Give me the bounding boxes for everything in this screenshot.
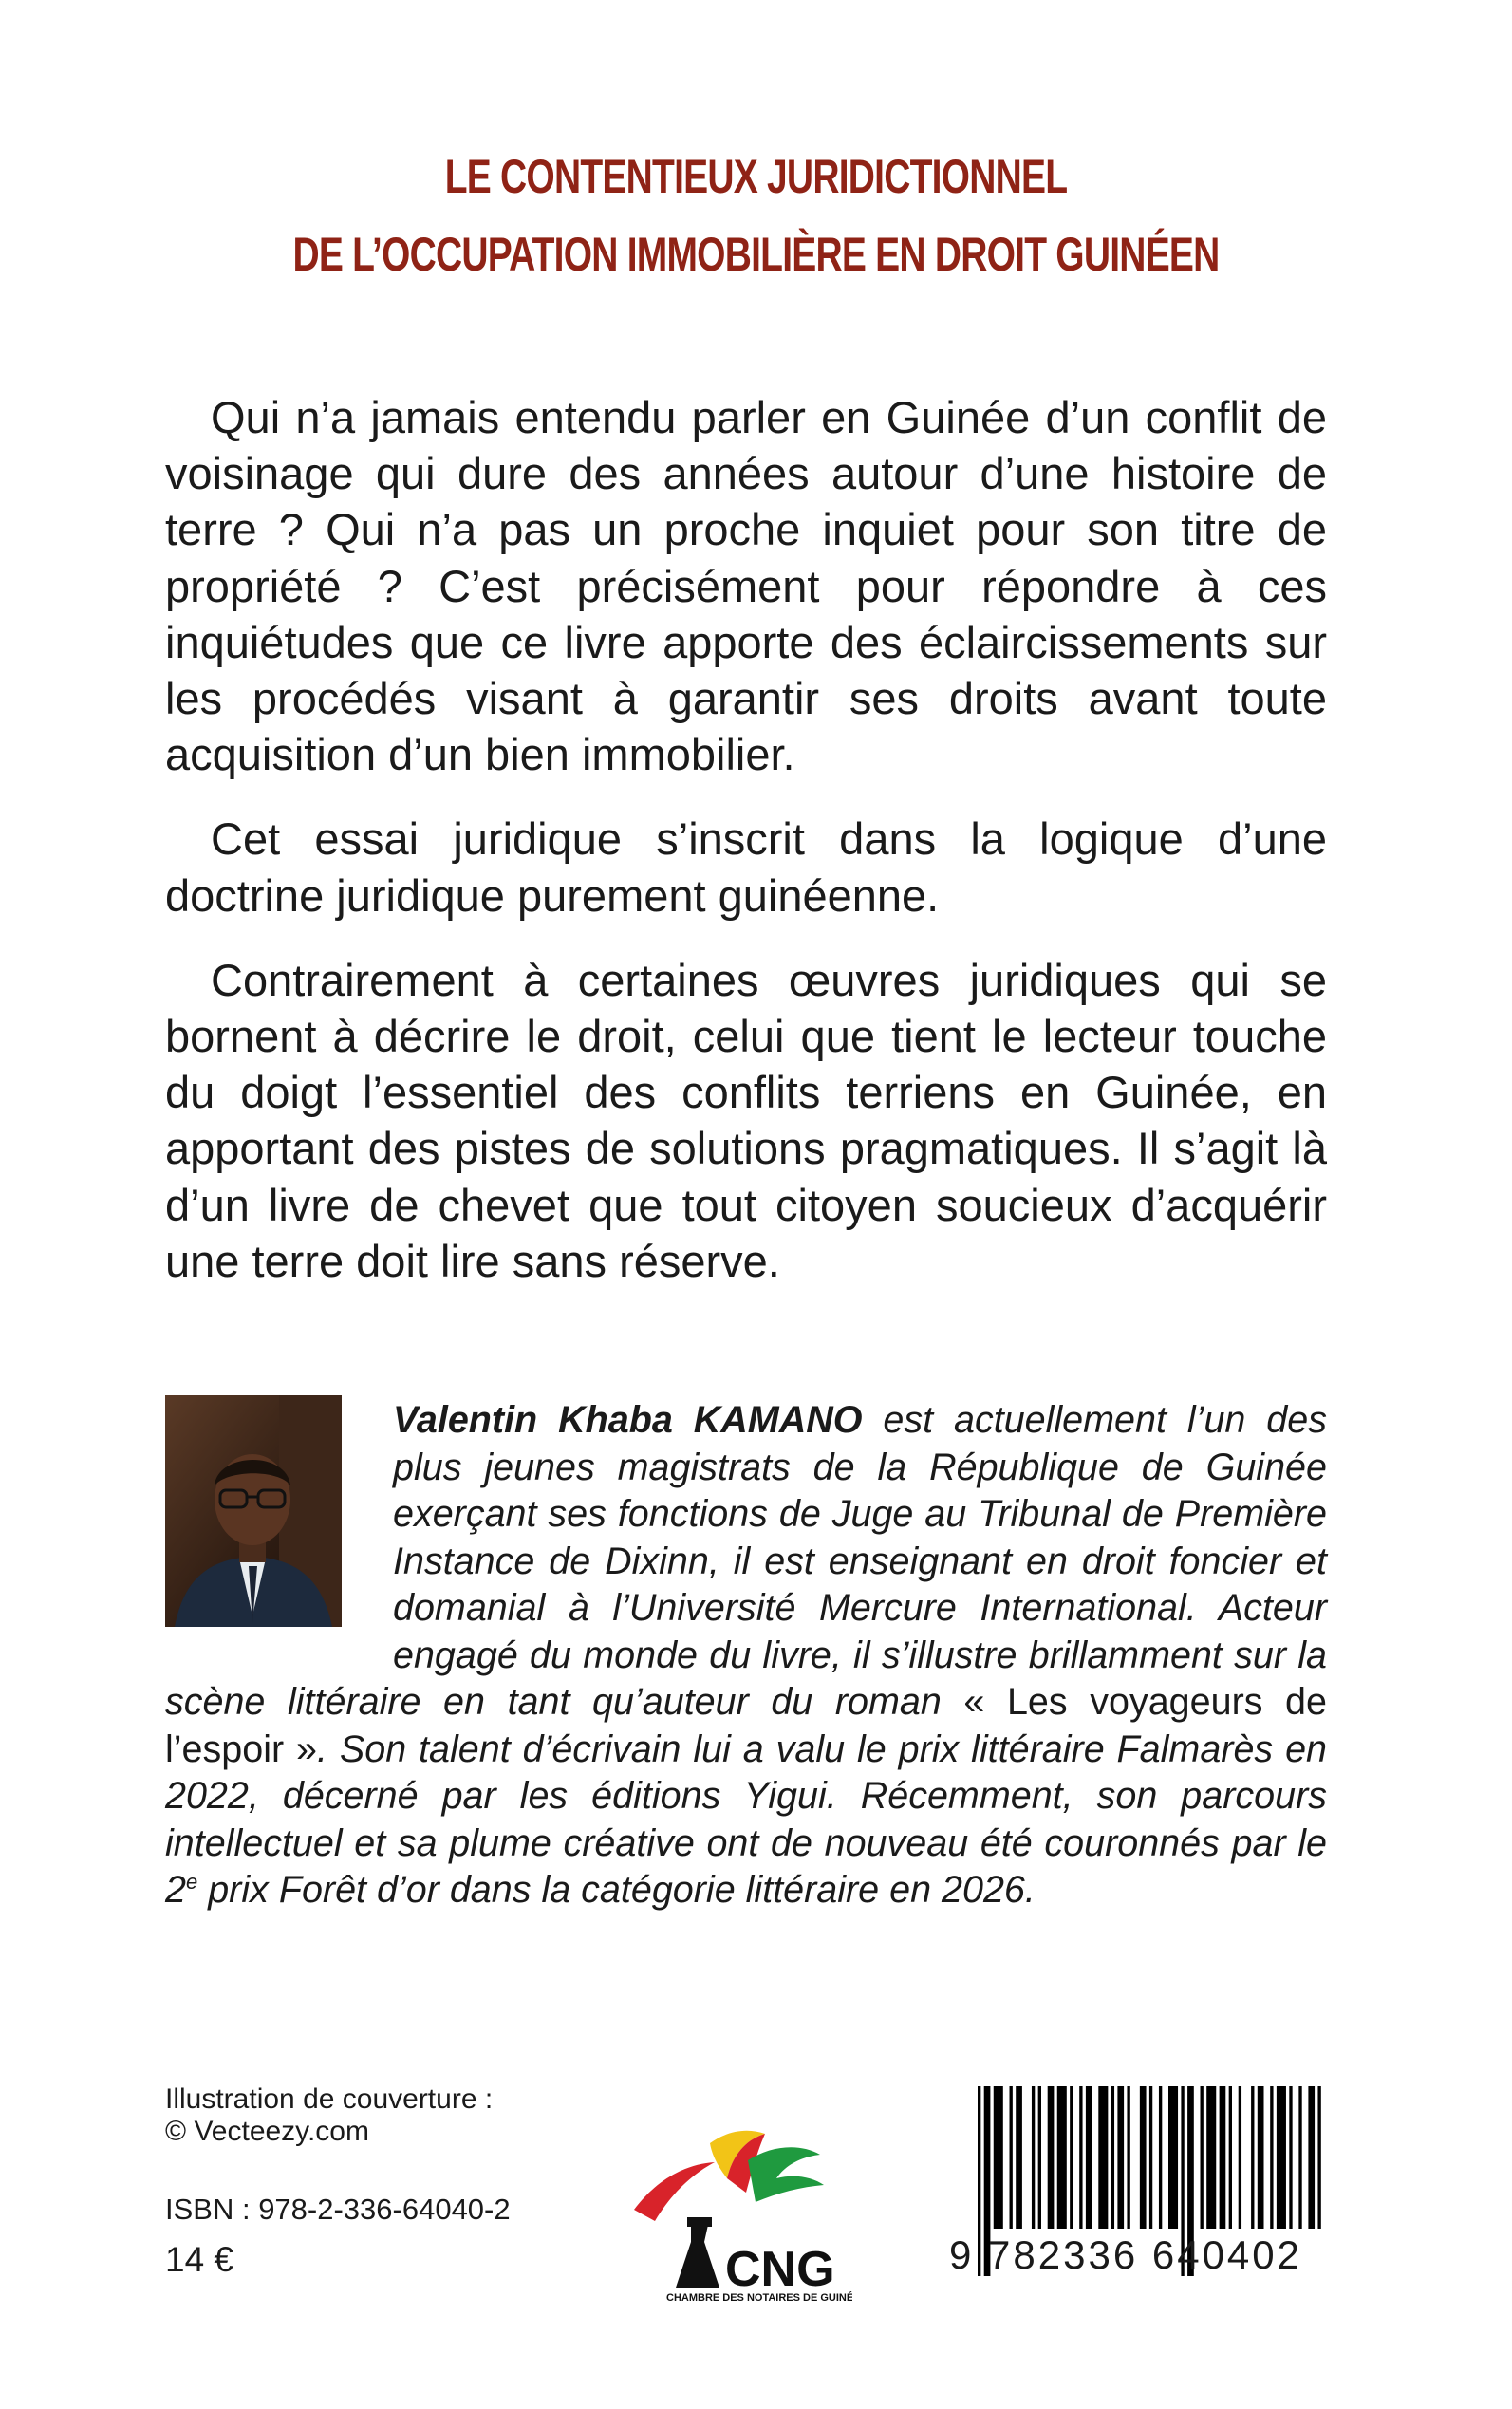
barcode-bar — [1270, 2086, 1273, 2229]
barcode-bar — [1016, 2086, 1022, 2229]
blurb-paragraph-2: Cet essai juridique s’inscrit dans la logique d’une doctrine juridique purement guinéenne. — [165, 813, 1327, 921]
barcode-bar — [1258, 2086, 1264, 2229]
title-line-2: DE L’OCCUPATION IMMOBILIÈRE EN DROIT GUINÉEN — [292, 228, 1220, 281]
author-bio — [165, 1397, 1327, 1914]
credit-line-2: © Vecteezy.com — [165, 2116, 369, 2147]
ordinal-superscript: e — [185, 1869, 198, 1894]
barcode-bar — [1159, 2086, 1162, 2229]
novel-title: « Les voyageurs de l’espoir » — [165, 1681, 1327, 1770]
barcode-bar — [1038, 2086, 1041, 2229]
barcode-bar — [1149, 2086, 1152, 2229]
publisher-logo-icon — [634, 2126, 852, 2302]
barcode-bar — [1032, 2086, 1035, 2229]
barcode-bar — [1070, 2086, 1073, 2229]
isbn: ISBN : 978-2-336-64040-2 — [165, 2193, 511, 2226]
barcode-bar — [1057, 2086, 1067, 2229]
barcode-bar — [1086, 2086, 1092, 2229]
barcode-bar — [1168, 2086, 1178, 2229]
barcode-bar — [1239, 2086, 1241, 2229]
logo-text: CNG — [725, 2242, 835, 2297]
barcode-bar — [1127, 2086, 1129, 2229]
bio-text-1: est actuellement l’un des plus jeunes magistrats de la République de Guinée exerçant ses fonctions de Juge au Tribunal de Première Instance de Dixinn, il est enseignant en droit foncier et domanial à l’Université Mercure International. Acteur engagé du monde du livre, il s’illustre brillamment sur la scène littéraire en tant qu’auteur du roman — [165, 1399, 1327, 1723]
barcode-bar — [1098, 2086, 1108, 2229]
illustration-credit — [165, 2083, 493, 2148]
barcode-bar — [1308, 2086, 1315, 2229]
barcode-bar — [1117, 2086, 1124, 2229]
author-name: Valentin Khaba KAMANO — [393, 1399, 863, 1441]
barcode-bar — [1010, 2086, 1013, 2229]
blurb-paragraph-1: Qui n’a jamais entendu parler en Guinée d’un conflit de voisinage qui dure des années autour d’une histoire de terre ? Qui n’a pas un proche inquiet pour son titre de propriété ? C’est précisément pour répondre à ces inquiétudes que ce livre apporte des éclaircissements sur les procédés visant à garantir ses droits avant toute acquisition d’un bien immobilier. — [165, 392, 1327, 780]
barcode-bar — [1229, 2086, 1232, 2229]
barcode-bar — [1201, 2086, 1204, 2229]
credit-line-1: Illustration de couverture : — [165, 2083, 494, 2115]
title-line-1: LE CONTENTIEUX JURIDICTIONNEL — [444, 150, 1068, 203]
barcode-bar — [1277, 2086, 1286, 2229]
back-cover-blurb — [165, 389, 1327, 1317]
barcode-bar — [1140, 2086, 1147, 2229]
barcode-bar — [1111, 2086, 1114, 2229]
cng-logo — [634, 2126, 852, 2302]
barcode-bar — [1048, 2086, 1055, 2229]
barcode-bar — [1298, 2086, 1301, 2229]
barcode-digits: 9 782336 640402 — [949, 2232, 1302, 2277]
barcode-bar — [1289, 2086, 1292, 2229]
barcode-bar — [1317, 2086, 1320, 2229]
barcode-bar — [994, 2086, 1003, 2229]
blurb-paragraph-3: Contrairement à certaines œuvres juridiques qui se bornent à décrire le droit, celui que tient le lecteur touche du doigt l’essentiel des conflits terriens en Guinée, en apportant des pistes de solutions pragmatiques. Il s’agit là d’un livre de chevet que tout citoyen soucieux d’acquérir une terre doit lire sans réserve. — [165, 954, 1327, 1286]
bio-text-3: prix Forêt d’or dans la catégorie littéraire en 2026. — [197, 1869, 1036, 1911]
price: 14 € — [165, 2240, 234, 2279]
barcode-bar — [1251, 2086, 1254, 2229]
barcode-bar — [1220, 2086, 1226, 2229]
book-title — [166, 138, 1346, 293]
barcode-bar — [1206, 2086, 1216, 2229]
barcode-bar — [1079, 2086, 1082, 2229]
bio-text-2: . Son talent d’écrivain lui a valu le prix littéraire Falmarès en 2022, décerné par les éditions Yigui. Récemment, son parcours intellectuel et sa plume créative ont de nouveau été couronnés par le 2 — [165, 1727, 1328, 1911]
logo-subtitle: CHAMBRE DES NOTAIRES DE GUINÉE — [666, 2292, 852, 2302]
